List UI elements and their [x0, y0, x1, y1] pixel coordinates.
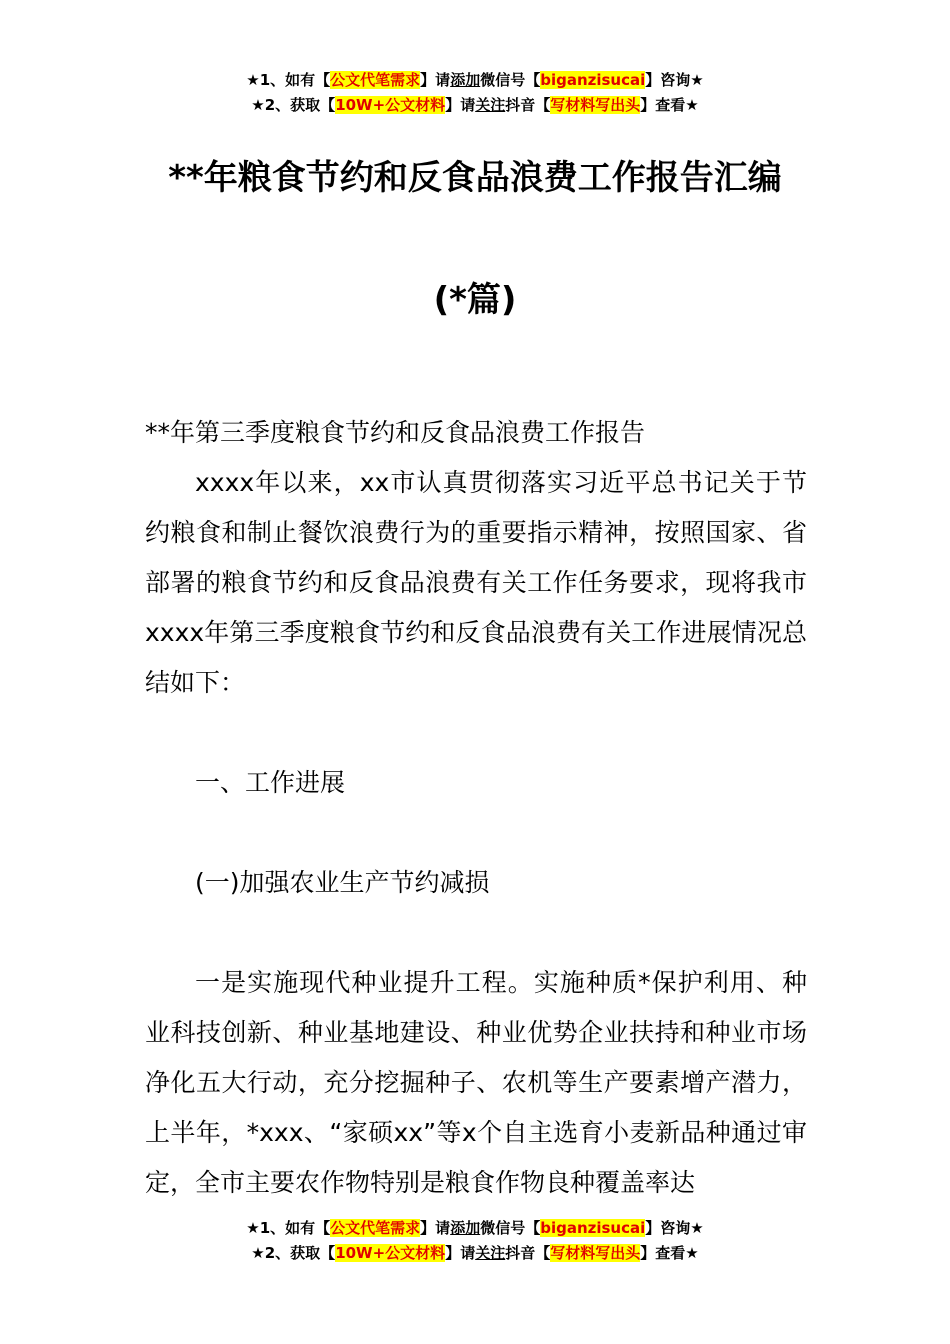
document-body [145, 408, 807, 1208]
banner-text: 】咨询★ [645, 71, 704, 89]
banner-underline: 添加 [450, 1219, 481, 1237]
banner-text: ★2、获取【 [251, 1244, 336, 1262]
subsection-heading: (一)加强农业生产节约减损 [195, 868, 490, 897]
banner-text: 微信号【 [480, 71, 541, 89]
header-banner [0, 68, 950, 118]
banner-underline: 关注 [475, 1244, 506, 1262]
document-subtitle: (*篇) [433, 280, 517, 320]
banner-underline: 添加 [450, 71, 481, 89]
banner-text: 微信号【 [480, 1219, 541, 1237]
banner-line-2 [0, 93, 950, 118]
banner-highlight: 公文代笔需求 [330, 71, 421, 89]
banner-text: 】请 [445, 96, 476, 114]
banner-line-1 [0, 1216, 950, 1241]
report-heading: **年第三季度粮食节约和反食品浪费工作报告 [145, 418, 646, 447]
document-title: **年粮食节约和反食品浪费工作报告汇编 [168, 158, 782, 198]
banner-underline: 关注 [475, 96, 506, 114]
body-paragraph: 一是实施现代种业提升工程。实施种质*保护利用、种业科技创新、种业基地建设、种业优势企业扶持和种业市场净化五大行动，充分挖掘种子、农机等生产要素增产潜力，上半年，*xxx、“家硕xx”等x个自主选育小麦新品种通过审定，全市主要农作物特别是粮食作物良种覆盖率达 [145, 968, 807, 1197]
banner-text: 抖音【 [505, 96, 551, 114]
section-heading: 一、工作进展 [195, 768, 346, 797]
banner-line-1 [0, 68, 950, 93]
banner-highlight: biganzisucai [540, 1219, 646, 1237]
banner-text: ★1、如有【 [246, 71, 331, 89]
banner-text: 】请 [420, 71, 451, 89]
banner-text: 】请 [445, 1244, 476, 1262]
banner-text: ★2、获取【 [251, 96, 336, 114]
banner-highlight: 写材料写出头 [550, 1244, 641, 1262]
banner-text: 】咨询★ [645, 1219, 704, 1237]
banner-highlight: 10W+公文材料 [335, 1244, 446, 1262]
banner-line-2 [0, 1241, 950, 1266]
banner-highlight: 写材料写出头 [550, 96, 641, 114]
banner-highlight: 公文代笔需求 [330, 1219, 421, 1237]
banner-text: 】查看★ [640, 1244, 699, 1262]
banner-text: 】请 [420, 1219, 451, 1237]
banner-highlight: biganzisucai [540, 71, 646, 89]
banner-text: 抖音【 [505, 1244, 551, 1262]
intro-paragraph: xxxx年以来，xx市认真贯彻落实习近平总书记关于节约粮食和制止餐饮浪费行为的重要指示精神，按照国家、省部署的粮食节约和反食品浪费有关工作任务要求，现将我市xxxx年第三季度粮食节约和反食品浪费有关工作进展情况总结如下： [145, 468, 807, 697]
banner-highlight: 10W+公文材料 [335, 96, 446, 114]
banner-text: 】查看★ [640, 96, 699, 114]
banner-text: ★1、如有【 [246, 1219, 331, 1237]
footer-banner [0, 1216, 950, 1266]
